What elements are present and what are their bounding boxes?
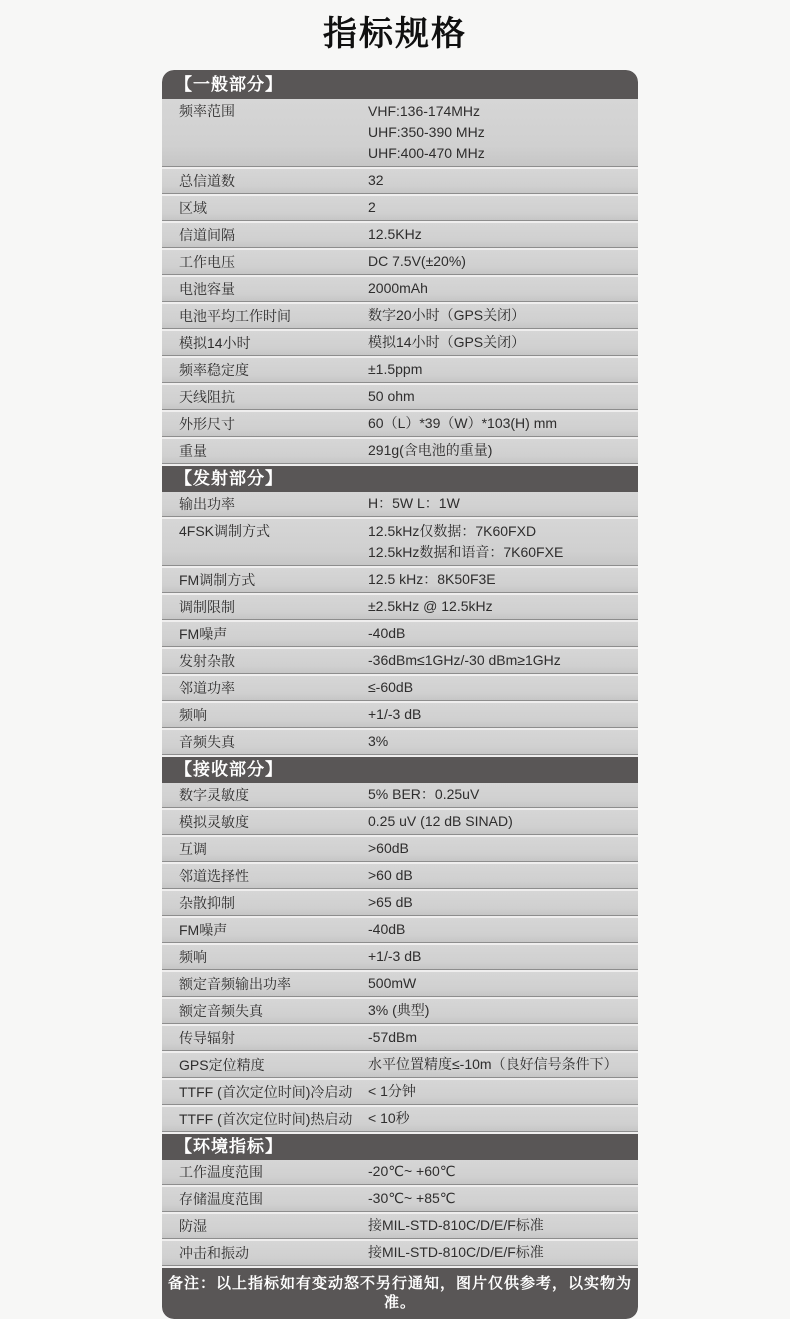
spec-row-label: TTFF (首次定位时间)冷启动 bbox=[179, 1084, 353, 1100]
spec-row-value-line: +1/-3 dB bbox=[368, 706, 422, 722]
spec-row bbox=[162, 1241, 638, 1266]
spec-row-value-line: < 10秒 bbox=[368, 1110, 410, 1126]
spec-row-value-line: 500mW bbox=[368, 975, 417, 991]
spec-row-value-line: 12.5KHz bbox=[368, 226, 422, 242]
spec-row-value-line: ≤-60dB bbox=[368, 679, 414, 695]
spec-row-label: 外形尺寸 bbox=[179, 416, 235, 432]
spec-row bbox=[162, 492, 638, 517]
spec-row-value bbox=[368, 624, 638, 643]
spec-row-label: 额定音频失真 bbox=[179, 1003, 263, 1019]
spec-row bbox=[162, 568, 638, 593]
spec-row-value bbox=[368, 252, 638, 271]
spec-row-label: 工作温度范围 bbox=[179, 1164, 263, 1180]
spec-row-label: 电池平均工作时间 bbox=[179, 308, 291, 324]
spec-row-label: 输出功率 bbox=[179, 496, 235, 512]
spec-row bbox=[162, 649, 638, 674]
spec-row bbox=[162, 837, 638, 862]
spec-row-value bbox=[368, 1162, 638, 1181]
spec-row-label: 4FSK调制方式 bbox=[179, 523, 271, 539]
spec-row-label: GPS定位精度 bbox=[179, 1057, 265, 1073]
spec-row bbox=[162, 519, 638, 566]
spec-row-value bbox=[368, 839, 638, 858]
spec-row-label: 防湿 bbox=[179, 1218, 207, 1234]
spec-row-value-line: ±2.5kHz @ 12.5kHz bbox=[368, 598, 493, 614]
spec-row bbox=[162, 1080, 638, 1105]
spec-row-value-line: 5% BER：0.25uV bbox=[368, 786, 480, 802]
spec-row-label: 频率范围 bbox=[179, 103, 235, 119]
spec-row-label: 互调 bbox=[179, 841, 207, 857]
spec-row bbox=[162, 1187, 638, 1212]
spec-row-value bbox=[368, 920, 638, 939]
spec-row-value bbox=[368, 198, 638, 217]
spec-row bbox=[162, 223, 638, 248]
spec-row-value-line: UHF:350-390 MHz bbox=[368, 124, 485, 140]
spec-row-value-line: H：5W L：1W bbox=[368, 495, 460, 511]
spec-row-value bbox=[368, 812, 638, 831]
spec-row bbox=[162, 891, 638, 916]
spec-row-label: 总信道数 bbox=[179, 173, 235, 189]
section-header: 【发射部分】 bbox=[162, 466, 638, 492]
spec-row-value-line: +1/-3 dB bbox=[368, 948, 422, 964]
spec-row-label: 重量 bbox=[179, 443, 207, 459]
spec-row-label: 区域 bbox=[179, 200, 207, 216]
spec-row-value bbox=[368, 570, 638, 589]
spec-row-value bbox=[368, 1082, 638, 1101]
spec-row-label: TTFF (首次定位时间)热启动 bbox=[179, 1111, 353, 1127]
spec-row bbox=[162, 304, 638, 329]
spec-row-label: 工作电压 bbox=[179, 254, 235, 270]
spec-row bbox=[162, 250, 638, 275]
section-header: 【接收部分】 bbox=[162, 757, 638, 783]
spec-row bbox=[162, 1053, 638, 1078]
spec-row bbox=[162, 1107, 638, 1132]
spec-row bbox=[162, 196, 638, 221]
spec-row bbox=[162, 622, 638, 647]
spec-row-value-line: >60 dB bbox=[368, 867, 413, 883]
spec-row bbox=[162, 99, 638, 167]
footer-note-text: 备注：以上指标如有变动怒不另行通知，图片仅供参考，以实物为准。 bbox=[167, 1275, 632, 1311]
spec-row-value-line: < 1分钟 bbox=[368, 1083, 416, 1099]
section-header: 【环境指标】 bbox=[162, 1134, 638, 1160]
spec-row-value-line: 模拟14小时（GPS关闭） bbox=[368, 334, 526, 350]
spec-row-label: 调制限制 bbox=[179, 599, 235, 615]
spec-row-value-line: UHF:400-470 MHz bbox=[368, 145, 485, 161]
spec-table bbox=[162, 70, 638, 1319]
spec-row-value-line: 3% (典型) bbox=[368, 1002, 430, 1018]
spec-row bbox=[162, 783, 638, 808]
spec-row-value bbox=[368, 521, 638, 563]
spec-row bbox=[162, 595, 638, 620]
spec-row-value-line: 3% bbox=[368, 733, 389, 749]
spec-row bbox=[162, 730, 638, 755]
spec-row-value bbox=[368, 705, 638, 724]
spec-row-value bbox=[368, 1216, 638, 1235]
spec-row bbox=[162, 412, 638, 437]
spec-row bbox=[162, 999, 638, 1024]
spec-row-value-line: -40dB bbox=[368, 921, 406, 937]
spec-row-label: 冲击和振动 bbox=[179, 1245, 249, 1261]
spec-row-value-line: DC 7.5V(±20%) bbox=[368, 253, 466, 269]
spec-row-label: 信道间隔 bbox=[179, 227, 235, 243]
spec-row-value bbox=[368, 651, 638, 670]
spec-row-value-line: VHF:136-174MHz bbox=[368, 103, 481, 119]
spec-row-value-line: 291g(含电池的重量) bbox=[368, 442, 493, 458]
spec-row-value bbox=[368, 1243, 638, 1262]
spec-row-value-line: >60dB bbox=[368, 840, 409, 856]
spec-row-value bbox=[368, 494, 638, 513]
spec-row-value-line: 60（L）*39（W）*103(H) mm bbox=[368, 415, 558, 431]
spec-row bbox=[162, 945, 638, 970]
spec-row-value bbox=[368, 974, 638, 993]
spec-row-value-line: 数字20小时（GPS关闭） bbox=[368, 307, 526, 323]
spec-row-value bbox=[368, 333, 638, 352]
spec-row-value bbox=[368, 866, 638, 885]
spec-row bbox=[162, 1026, 638, 1051]
spec-row-value-line: 12.5kHz仅数据：7K60FXD bbox=[368, 523, 537, 539]
spec-row-label: 电池容量 bbox=[179, 281, 235, 297]
spec-row-label: 频率稳定度 bbox=[179, 362, 249, 378]
spec-row-value bbox=[368, 387, 638, 406]
spec-row-value-line: -30℃~ +85℃ bbox=[368, 1190, 456, 1206]
spec-row bbox=[162, 918, 638, 943]
spec-row-value-line: 12.5 kHz：8K50F3E bbox=[368, 571, 496, 587]
spec-row-value bbox=[368, 678, 638, 697]
spec-row-value-line: -57dBm bbox=[368, 1029, 418, 1045]
spec-row-value bbox=[368, 785, 638, 804]
spec-row-value-line: 2 bbox=[368, 199, 376, 215]
spec-row-label: 发射杂散 bbox=[179, 653, 235, 669]
spec-row-value-line: -36dBm≤1GHz/-30 dBm≥1GHz bbox=[368, 652, 561, 668]
spec-row bbox=[162, 676, 638, 701]
spec-row bbox=[162, 864, 638, 889]
spec-row-value bbox=[368, 279, 638, 298]
spec-row-value-line: >65 dB bbox=[368, 894, 413, 910]
spec-row-value bbox=[368, 225, 638, 244]
spec-row bbox=[162, 1160, 638, 1185]
spec-row bbox=[162, 358, 638, 383]
spec-row-label: FM噪声 bbox=[179, 626, 228, 642]
spec-row-value-line: 32 bbox=[368, 172, 384, 188]
spec-row-label: 传导辐射 bbox=[179, 1030, 235, 1046]
spec-row-value bbox=[368, 171, 638, 190]
spec-row-value bbox=[368, 1189, 638, 1208]
spec-row-value bbox=[368, 732, 638, 751]
spec-row-label: FM噪声 bbox=[179, 922, 228, 938]
spec-row bbox=[162, 385, 638, 410]
spec-row-value-line: -20℃~ +60℃ bbox=[368, 1163, 456, 1179]
spec-row-label: FM调制方式 bbox=[179, 572, 256, 588]
spec-row-value-line: 50 ohm bbox=[368, 388, 415, 404]
section-header: 【一般部分】 bbox=[162, 70, 638, 99]
spec-row-value-line: 接MIL-STD-810C/D/E/F标准 bbox=[368, 1244, 544, 1260]
spec-row bbox=[162, 703, 638, 728]
spec-row bbox=[162, 277, 638, 302]
spec-row-value bbox=[368, 893, 638, 912]
spec-row-value bbox=[368, 947, 638, 966]
spec-row-label: 模拟14小时 bbox=[179, 335, 251, 351]
spec-row-value bbox=[368, 1001, 638, 1020]
spec-row-label: 音频失真 bbox=[179, 734, 235, 750]
spec-row bbox=[162, 331, 638, 356]
spec-row-value bbox=[368, 441, 638, 460]
spec-row-label: 模拟灵敏度 bbox=[179, 814, 249, 830]
spec-row-label: 数字灵敏度 bbox=[179, 787, 249, 803]
spec-row-value bbox=[368, 306, 638, 325]
spec-row bbox=[162, 972, 638, 997]
footer-note-bar bbox=[162, 1268, 638, 1319]
spec-row-label: 存储温度范围 bbox=[179, 1191, 263, 1207]
spec-row-label: 邻道选择性 bbox=[179, 868, 249, 884]
spec-row-value bbox=[368, 1109, 638, 1128]
spec-row bbox=[162, 439, 638, 464]
spec-row-value-line: -40dB bbox=[368, 625, 406, 641]
spec-row-value bbox=[368, 414, 638, 433]
spec-row bbox=[162, 1214, 638, 1239]
spec-row-value bbox=[368, 101, 638, 164]
spec-row bbox=[162, 169, 638, 194]
spec-row-label: 天线阻抗 bbox=[179, 389, 235, 405]
spec-row-value-line: 0.25 uV (12 dB SINAD) bbox=[368, 813, 513, 829]
spec-row-label: 频响 bbox=[179, 949, 207, 965]
spec-row-value-line: 水平位置精度≤-10m（良好信号条件下） bbox=[368, 1056, 618, 1072]
spec-row-value bbox=[368, 1028, 638, 1047]
spec-row-value bbox=[368, 360, 638, 379]
spec-row bbox=[162, 810, 638, 835]
spec-row-label: 额定音频输出功率 bbox=[179, 976, 291, 992]
spec-row-value-line: 12.5kHz数据和语音：7K60FXE bbox=[368, 544, 564, 560]
spec-row-value bbox=[368, 1055, 638, 1074]
spec-row-label: 杂散抑制 bbox=[179, 895, 235, 911]
spec-row-value-line: 2000mAh bbox=[368, 280, 428, 296]
spec-row-value-line: ±1.5ppm bbox=[368, 361, 423, 377]
spec-row-label: 邻道功率 bbox=[179, 680, 235, 696]
spec-row-value bbox=[368, 597, 638, 616]
spec-row-label: 频响 bbox=[179, 707, 207, 723]
spec-row-value-line: 接MIL-STD-810C/D/E/F标准 bbox=[368, 1217, 544, 1233]
page-title: 指标规格 bbox=[323, 15, 467, 53]
